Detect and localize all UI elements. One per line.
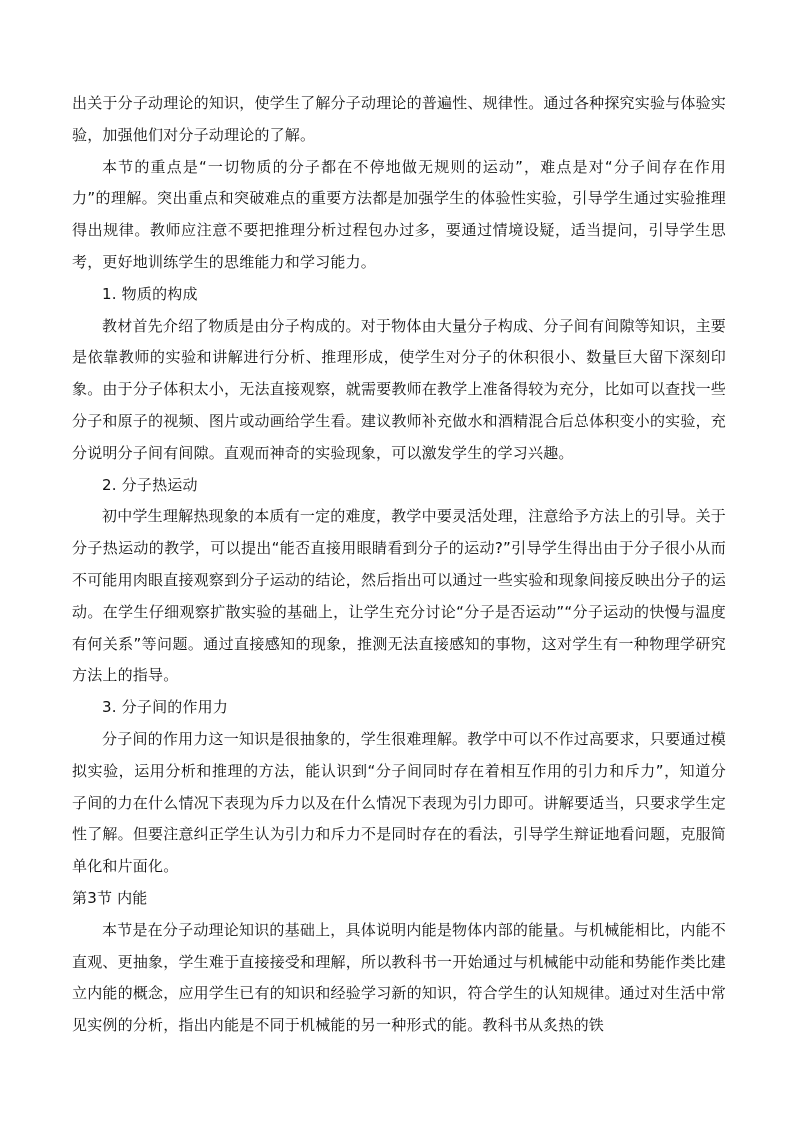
paragraph-internal-energy: 本节是在分子动理论知识的基础上，具体说明内能是物体内部的能量。与机械能相比，内能不直观、更抽象，学生难于直接接受和理解，所以教科书一开始通过与机械能中动能和势能作类比建立内能的概念，应用学生已有的知识和经验学习新的知识，符合学生的认知规律。通过对生活中常见实例的分析，指出内能是不同于机械能的另一种形式的能。教科书从炙热的铁 xyxy=(72,920,726,1035)
document-body xyxy=(72,88,726,1042)
subheading-matter-structure: 1. 物质的构成 xyxy=(102,284,198,303)
paragraph-molecular-motion: 初中学生理解热现象的本质有一定的难度，教学中要灵活处理，注意给予方法上的引导。关于分子热运动的教学，可以提出“能否直接用眼睛看到分子的运动?”引导学生得出由于分子很小从而不可能用肉眼直接观察到分子运动的结论，然后指出可以通过一些实验和现象间接反映出分子的运动。在学生仔细观察扩散实验的基础上，让学生充分讨论“分子是否运动”“分子运动的快慢与温度有何关系”等问题。通过直接感知的现象，推测无法直接感知的事物，这对学生有一种物理学研究方法上的指导。 xyxy=(72,507,726,685)
paragraph-continued: 出关于分子动理论的知识，使学生了解分子动理论的普遍性、规律性。通过各种探究实验与体验实验，加强他们对分子动理论的了解。 xyxy=(72,94,726,144)
section-title-internal-energy: 第3节 内能 xyxy=(72,888,148,907)
paragraph-matter-structure: 教材首先介绍了物质是由分子构成的。对于物体由大量分子构成、分子间有间隙等知识，主要是依靠教师的实验和讲解进行分析、推理形成，使学生对分子的休积很小、数量巨大留下深刻印象。由于分子体积太小，无法直接观察，就需要教师在教学上准备得较为充分，比如可以查找一些分子和原子的视频、图片或动画给学生看。建议教师补充做水和酒精混合后总体积变小的实验，充分说明分子间有间隙。直观而神奇的实验现象，可以激发学生的学习兴趣。 xyxy=(72,316,726,462)
paragraph-key-points: 本节的重点是“一切物质的分子都在不停地做无规则的运动”，难点是对“分子间存在作用力”的理解。突出重点和突破难点的重要方法都是加强学生的体验性实验，引导学生通过实验推理得出规律。教师应注意不要把推理分析过程包办过多，要通过情境设疑，适当提问，引导学生思考，更好地训练学生的思维能力和学习能力。 xyxy=(72,157,726,271)
subheading-molecular-force: 3. 分子间的作用力 xyxy=(102,698,229,717)
paragraph-molecular-force: 分子间的作用力这一知识是很抽象的，学生很难理解。教学中可以不作过高要求，只要通过模拟实验，运用分析和推理的方法，能认识到“分子间同时存在着相互作用的引力和斥力”，知道分子间的力在什么情况下表现为斥力以及在什么情况下表现为引力即可。讲解要适当，只要求学生定性了解。但要注意纠正学生认为引力和斥力不是同时存在的看法，引导学生辩证地看问题，克服简单化和片面化。 xyxy=(72,729,726,876)
subheading-molecular-motion: 2. 分子热运动 xyxy=(102,475,198,494)
